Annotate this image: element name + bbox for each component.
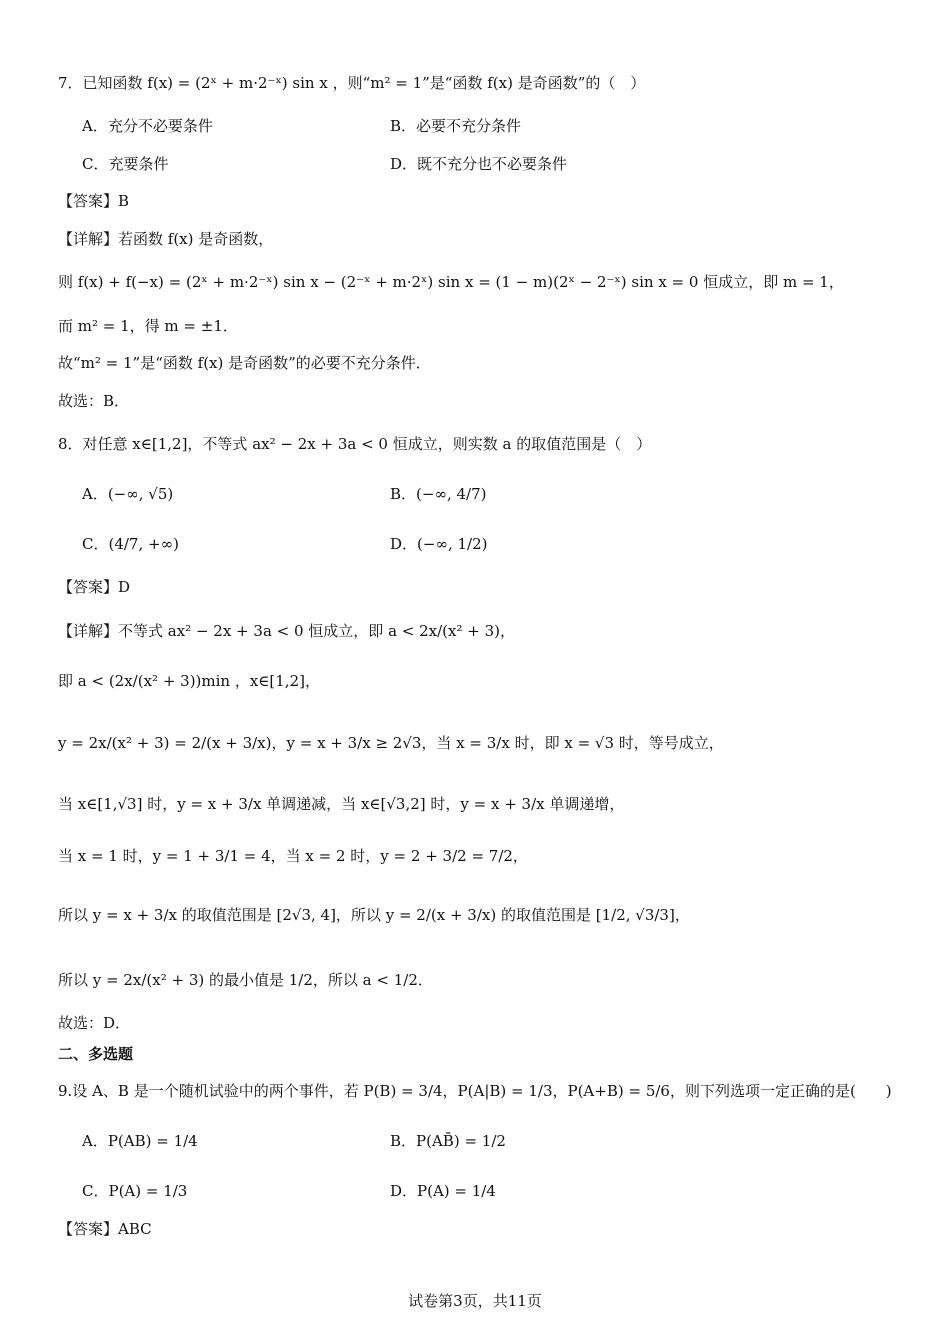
q7-detail-4: 故“m² = 1”是“函数 f(x) 是奇函数”的必要不充分条件． xyxy=(58,354,431,372)
q9-answer: 【答案】ABC xyxy=(58,1220,152,1238)
q8-stem: 8．对任意 x∈[1,2]，不等式 ax² − 2x + 3a < 0 恒成立，则实数 a 的取值范围是（ ） xyxy=(58,435,652,453)
q8-detail-6: 所以 y = x + 3/x 的取值范围是 [2√3, 4]，所以 y = 2/(x + 3/x) 的取值范围是 [1/2, √3/3]， xyxy=(58,906,690,924)
section-title: 二、多选题 xyxy=(58,1045,134,1063)
q8-option-d: D．(−∞, 1/2) xyxy=(390,535,488,553)
q7-option-c: C．充要条件 xyxy=(82,155,169,173)
q7-answer: 【答案】B xyxy=(58,192,130,210)
q8-detail-1: 【详解】不等式 ax² − 2x + 3a < 0 恒成立，即 a < 2x/(x² + 3)， xyxy=(58,622,515,640)
q8-detail-7: 所以 y = 2x/(x² + 3) 的最小值是 1/2，所以 a < 1/2． xyxy=(58,971,433,989)
q8-detail-4: 当 x∈[1,√3] 时，y = x + 3/x 单调递减，当 x∈[√3,2] 时，y = x + 3/x 单调递增， xyxy=(58,795,625,813)
q8-option-b: B．(−∞, 4/7) xyxy=(390,485,487,503)
q7-detail-2: 则 f(x) + f(−x) = (2ˣ + m·2⁻ˣ) sin x − (2⁻ˣ + m·2ˣ) sin x = (1 − m)(2ˣ − 2⁻ˣ) sin x = 0 恒成立，即 m = 1， xyxy=(58,273,844,291)
q8-option-a: A．(−∞, √5) xyxy=(82,485,174,503)
q9-option-b: B．P(AB̄) = 1/2 xyxy=(390,1132,506,1150)
q9-option-a: A．P(AB) = 1/4 xyxy=(82,1132,198,1150)
q9-option-c: C．P(A) = 1/3 xyxy=(82,1182,188,1200)
q8-detail-3: y = 2x/(x² + 3) = 2/(x + 3/x)，y = x + 3/x ≥ 2√3，当 x = 3/x 时，即 x = √3 时，等号成立， xyxy=(58,734,724,752)
q8-detail-5: 当 x = 1 时，y = 1 + 3/1 = 4，当 x = 2 时，y = 2 + 3/2 = 7/2， xyxy=(58,847,528,865)
q9-option-d: D．P(A) = 1/4 xyxy=(390,1182,496,1200)
q7-option-a: A．充分不必要条件 xyxy=(82,117,213,135)
q8-answer: 【答案】D xyxy=(58,578,131,596)
q7-detail-3: 而 m² = 1，得 m = ±1． xyxy=(58,317,238,335)
q7-detail-1: 【详解】若函数 f(x) 是奇函数， xyxy=(58,230,274,248)
q7-option-b: B．必要不充分条件 xyxy=(390,117,522,135)
q8-detail-2: 即 a < (2x/(x² + 3))min ，x∈[1,2]， xyxy=(58,672,320,690)
q7-choose: 故选：B． xyxy=(58,392,130,410)
q9-stem: 9.设 A、B 是一个随机试验中的两个事件，若 P(B) = 3/4，P(A|B) = 1/3，P(A+B) = 5/6，则下列选项一定正确的是( ) xyxy=(58,1082,892,1100)
q8-choose: 故选：D． xyxy=(58,1014,131,1032)
q8-option-c: C．(4/7, +∞) xyxy=(82,535,179,553)
q7-option-d: D．既不充分也不必要条件 xyxy=(390,155,568,173)
page-footer: 试卷第3页，共11页 xyxy=(408,1292,542,1310)
q7-stem: 7．已知函数 f(x) = (2ˣ + m·2⁻ˣ) sin x ，则“m² = 1”是“函数 f(x) 是奇函数”的（ ） xyxy=(58,74,646,92)
